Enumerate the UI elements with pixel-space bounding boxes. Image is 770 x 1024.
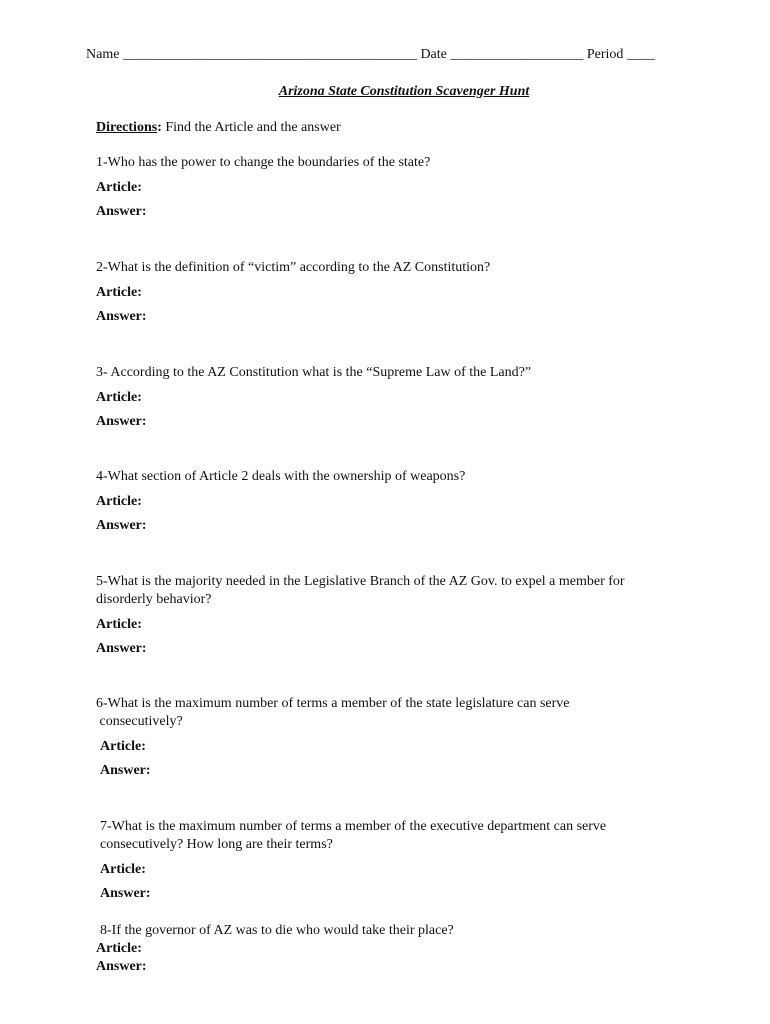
question-4 [96,468,696,534]
question-text: 5-What is the majority needed in the Legislative Branch of the AZ Gov. to expel a member for [96,574,625,589]
question-text-continued: disorderly behavior? [96,592,212,607]
article-label: Article: [100,862,146,877]
answer-label: Answer: [96,414,147,429]
directions-colon: : [157,120,162,135]
directions-label: Directions [96,120,158,135]
question-text: 3- According to the AZ Constitution what is the “Supreme Law of the Land?” [96,365,532,380]
period-label: Period [586,47,624,62]
period-blank[interactable]: ____ [626,47,655,62]
question-text: 2-What is the definition of “victim” according to the AZ Constitution? [96,260,491,275]
question-7 [100,818,700,902]
date-label: Date [420,47,447,62]
answer-label: Answer: [100,886,151,901]
question-2 [96,259,696,325]
question-5 [96,573,696,657]
directions [96,120,341,136]
question-text: 6-What is the maximum number of terms a member of the state legislature can serve [96,696,570,711]
question-8 [96,922,696,976]
answer-label: Answer: [100,763,151,778]
answer-label: Answer: [96,309,147,324]
question-text: 8-If the governor of AZ was to die who would take their place? [100,923,454,938]
article-label: Article: [96,617,142,632]
article-label: Article: [96,180,142,195]
question-6 [96,695,696,779]
question-1 [96,154,696,220]
article-label: Article: [100,739,146,754]
answer-label: Answer: [96,959,147,974]
student-info-line [86,47,655,63]
answer-label: Answer: [96,518,147,533]
document-title: Arizona State Constitution Scavenger Hunt [278,84,530,99]
question-3 [96,364,696,430]
question-text: 7-What is the maximum number of terms a member of the executive department can serve [100,819,607,834]
article-label: Article: [96,390,142,405]
name-blank[interactable]: __________________________________________ [122,47,417,62]
date-blank[interactable]: ___________________ [450,47,584,62]
article-label: Article: [96,285,142,300]
answer-label: Answer: [96,204,147,219]
directions-text: Find the Article and the answer [161,120,341,135]
question-text: 4-What section of Article 2 deals with the ownership of weapons? [96,469,466,484]
name-label: Name [86,47,120,62]
article-label: Article: [96,494,142,509]
article-label: Article: [96,941,142,956]
question-text-continued: consecutively? How long are their terms? [100,837,333,852]
answer-label: Answer: [96,641,147,656]
question-text: 1-Who has the power to change the boundaries of the state? [96,155,431,170]
question-text-continued: consecutively? [96,714,183,729]
